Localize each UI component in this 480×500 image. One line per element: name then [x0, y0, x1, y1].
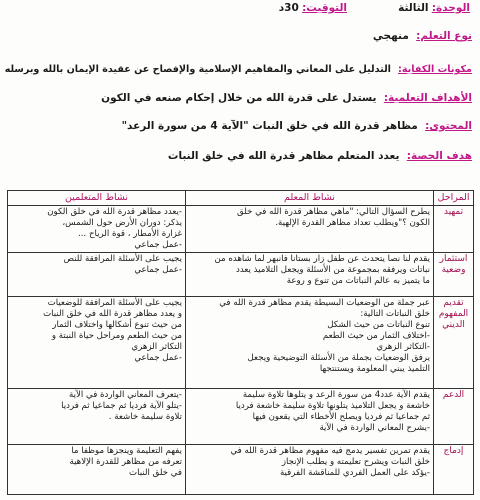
- activity-line: يفهم التعليمة وينجزها موظفا ما: [71, 446, 182, 456]
- header-learner-activity: نشاط المتعلمين: [8, 191, 186, 206]
- activity-line: تعرفه من مظاهر للقدرة الإلاهية: [69, 457, 182, 467]
- activity-line: -يؤكد على العمل الفردي للمناقشة الفرقية: [279, 468, 430, 478]
- stage-cell: إدماج: [434, 445, 474, 495]
- activity-line: التلميذ يبني المعلومة ويستنتجها: [319, 364, 430, 374]
- table-header-row: [8, 191, 474, 206]
- activity-line: ثم جماعيا ثم فرديا ويصلح الأخطاء التي يقعون فيها: [252, 412, 430, 422]
- learning-type-row: [8, 28, 472, 44]
- learner-activity-cell: [8, 389, 186, 445]
- field-label: الأهداف التعلمية:: [383, 92, 472, 104]
- activity-line: -عمل جماعي: [134, 265, 182, 275]
- activity-line: -اختلاف الثمار من حيث الطعم: [322, 331, 430, 341]
- competency-row: [4, 62, 472, 78]
- activity-line: تلاوة سليمة خاشعة .: [108, 412, 182, 422]
- activity-line: -يتلو الآية فرديا ثم جماعيا ثم فرديا: [61, 401, 182, 411]
- activity-line: خاشعة و يجعل التلاميذ يتلونها تلاوة سليمة خاشعة فرديا: [235, 401, 430, 411]
- learner-activity-cell: [8, 253, 186, 297]
- content-row: [8, 118, 472, 134]
- header-stages: المراحل: [434, 191, 474, 206]
- activity-line: -التكاثر الزهري: [376, 342, 430, 352]
- field-value: يعدد المتعلم مظاهر قدرة الله في خلق النبات: [167, 150, 400, 162]
- table-row: [8, 445, 474, 495]
- activity-line: غزارة الأمطار ، قوة الرياح ...: [78, 229, 182, 239]
- field-label: المحتوى:: [425, 120, 472, 132]
- activity-line: خلق النباتات التالية:: [360, 309, 430, 319]
- learner-activity-cell: [8, 206, 186, 253]
- activity-line: -عمل جماعي: [134, 240, 182, 250]
- table-row: [8, 389, 474, 445]
- activity-line: يجيب على الأسئلة المرافقة للوضعيات: [47, 298, 182, 308]
- activity-line: التكاثر الزهري: [131, 342, 182, 352]
- header-teacher-activity: نشاط المعلم: [186, 191, 434, 206]
- table-row: [8, 253, 474, 297]
- activity-line: ما يتميز به عالم النباتات من تنوع و روعة: [286, 276, 430, 286]
- activity-line: من حيث الطعم ومراحل حياة النبتة و: [51, 331, 182, 341]
- activity-line: عبر جملة من الوضعيات البسيطة يقدم مظاهر قدرة الله في: [219, 298, 430, 308]
- session-goal-row: [8, 148, 472, 164]
- activity-line: -يعدد مظاهر قدرة الله في خلق الكون: [47, 207, 182, 217]
- table-row: [8, 206, 474, 253]
- activity-line: نباتات ويرفقه بمجموعة من الأسئلة ويجعل التلاميذ يعدد: [236, 265, 430, 275]
- time-value: 30د: [278, 2, 299, 14]
- unit-field: [398, 2, 470, 14]
- field-value: مظاهر قدرة الله في خلق النبات "الآية 4 من سورة الرعد": [121, 120, 418, 132]
- activity-line: يقدم تمرين تفسير يدمج فيه مفهوم مظاهر قدرة الله في: [230, 446, 430, 456]
- activity-line: -يشرح المعاني الواردة في الآية: [319, 423, 430, 433]
- field-label: نوع التعلم:: [416, 30, 472, 42]
- teacher-activity-cell: [186, 253, 434, 297]
- activity-line: -عمل جماعي: [134, 353, 182, 363]
- teacher-activity-cell: [186, 297, 434, 389]
- header-line: [8, 2, 472, 18]
- table-body: [8, 206, 474, 495]
- activity-line: يطرح السؤال التالي: "ماهي مظاهر قدرة الله في خلق: [237, 207, 430, 217]
- field-value: التدليل على المعاني والمفاهيم الإسلامية والإفصاح عن عقيدة الإيمان بالله وبرسله: [4, 64, 391, 75]
- learner-activity-cell: [8, 445, 186, 495]
- stage-cell: الدعم: [434, 389, 474, 445]
- activity-line: يرفق الوضعيات بجملة من الأسئلة التوضيحية ويجعل: [247, 353, 430, 363]
- activity-line: يذكر: دوران الأرض حول الشمس،: [62, 218, 182, 228]
- table-row: [8, 297, 474, 389]
- stage-cell: تقديم المفهوم الديني: [434, 297, 474, 389]
- field-value: منهجي: [372, 30, 409, 42]
- unit-value: الثالثة: [398, 2, 429, 14]
- stage-cell: تمهيد: [434, 206, 474, 253]
- teacher-activity-cell: [186, 389, 434, 445]
- activity-line: -يتعرف المعاني الواردة في الآية: [69, 390, 182, 400]
- field-label: مكونات الكفاية:: [398, 64, 472, 75]
- stage-cell: استثمار وضعية: [434, 253, 474, 297]
- field-label: هدف الحصة:: [406, 150, 472, 162]
- activity-line: في خلق النبات: [129, 468, 182, 478]
- activity-line: يقدم الآية عدد4 من سورة الرعد و يتلوها تلاوة سليمة: [242, 390, 430, 400]
- time-field: [279, 2, 347, 14]
- time-label: التوقيت:: [302, 2, 347, 14]
- teacher-activity-cell: [186, 206, 434, 253]
- activity-line: تنوع النباتات من حيث الشكل: [327, 320, 430, 330]
- activity-line: من حيث تنوع أشكالها واختلاف الثمار: [52, 320, 182, 330]
- activity-line: الكون ؟"ويطلب تعداد مظاهر القدرة الإلهية.: [275, 218, 430, 228]
- activity-line: يجيب على الأسئلة المرافقة للنص: [63, 254, 182, 264]
- unit-label: الوحدة:: [431, 2, 470, 14]
- activity-line: و يعدد مظاهر قدرة الله في خلق النبات: [43, 309, 182, 319]
- activity-line: يقدم لنا نصا يتحدث عن طفل زار بستانا فانبهر لما شاهده من: [214, 254, 430, 264]
- activity-line: خلق النبات ويشرح تعليمته و يطلب الإنجاز: [281, 457, 430, 467]
- teacher-activity-cell: [186, 445, 434, 495]
- field-value: يستدل على قدرة الله من خلال إحكام صنعه في الكون: [101, 92, 377, 104]
- lesson-table: [7, 190, 474, 495]
- objectives-row: [8, 90, 472, 106]
- learner-activity-cell: [8, 297, 186, 389]
